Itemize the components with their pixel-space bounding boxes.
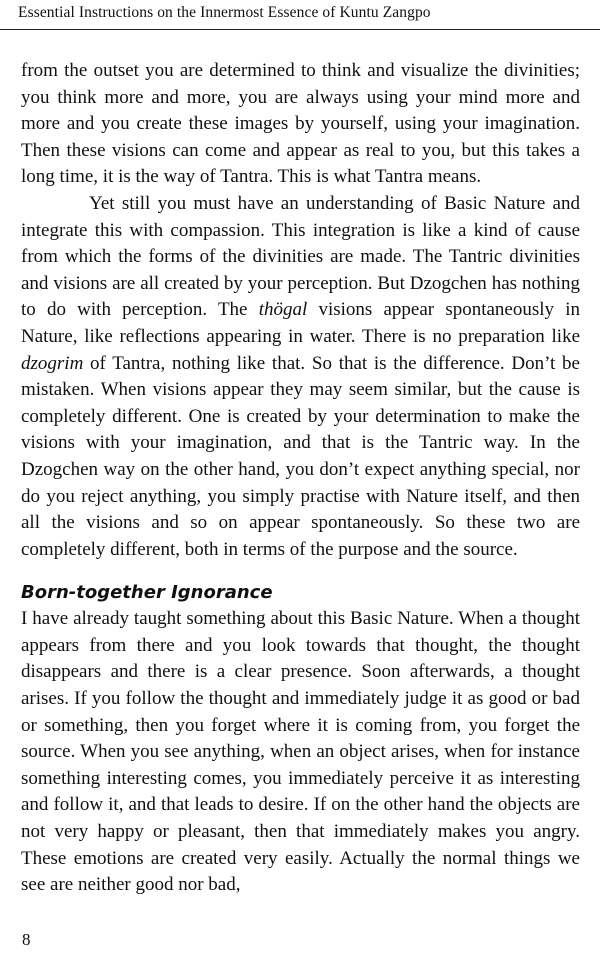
- paragraph-1: from the outset you are determined to think and visualize the divinities; you think more and more, you are always using your mind more and more and you create these images by yourself, using your imagination. Then these visions can come and appear as real to you, but this takes a long time, it is the way of Tantra. This is what Tantra means.: [21, 60, 580, 188]
- term-dzogrim: dzogrim: [21, 352, 84, 374]
- page-body: [21, 58, 580, 899]
- paragraph-2-part-3: of Tantra, nothing like that. So that is the difference. Don’t be mistaken. When visions appear they may seem similar, but the cause is completely different. One is created by your determination to make the visions with your imagination, and that is the Tantric way. In the Dzogchen way on the other hand, you don’t expect anything special, nor do you reject anything, you simply practise with Nature itself, and then all the visions and so on appear spontaneously. So these two are completely different, both in terms of the purpose and the source.: [21, 352, 580, 560]
- page-number: 8: [22, 930, 31, 949]
- paragraph-2: [21, 191, 580, 563]
- term-thogal: thögal: [258, 299, 308, 321]
- paragraph-2-part-1: Yet still you must have an understanding of Basic Nature and integrate this with compassion. This integration is like a kind of cause from which the forms of the divinities are made. The Tantric divinities and visions are all created by your perception. But Dzogchen has nothing to do with perception. The: [21, 192, 580, 321]
- header-rule: [0, 29, 600, 30]
- paragraph-3: I have already taught something about this Basic Nature. When a thought appears from there and you look towards that thought, the thought disappears and there is a clear presence. Soon afterwards, a thought arises. If you follow the thought and immediately judge it as good or bad or something, then you forget where it is coming from, you forget the source. When you see anything, when an object arises, when for instance something interesting comes, you immediately perceive it as interesting and follow it, and that leads to desire. If on the other hand the objects are not very happy or pleasant, then that immediately makes you angry. These emotions are created very easily. Actually the normal things we see are neither good nor bad,: [21, 608, 580, 896]
- section-heading: Born-together Ignorance: [21, 582, 273, 604]
- paragraph-2-part-2: visions appear spontaneously in Nature, like reflections appearing in water. There is no preparation like: [21, 299, 581, 347]
- running-header-title: Essential Instructions on the Innermost Essence of Kuntu Zangpo: [18, 4, 431, 21]
